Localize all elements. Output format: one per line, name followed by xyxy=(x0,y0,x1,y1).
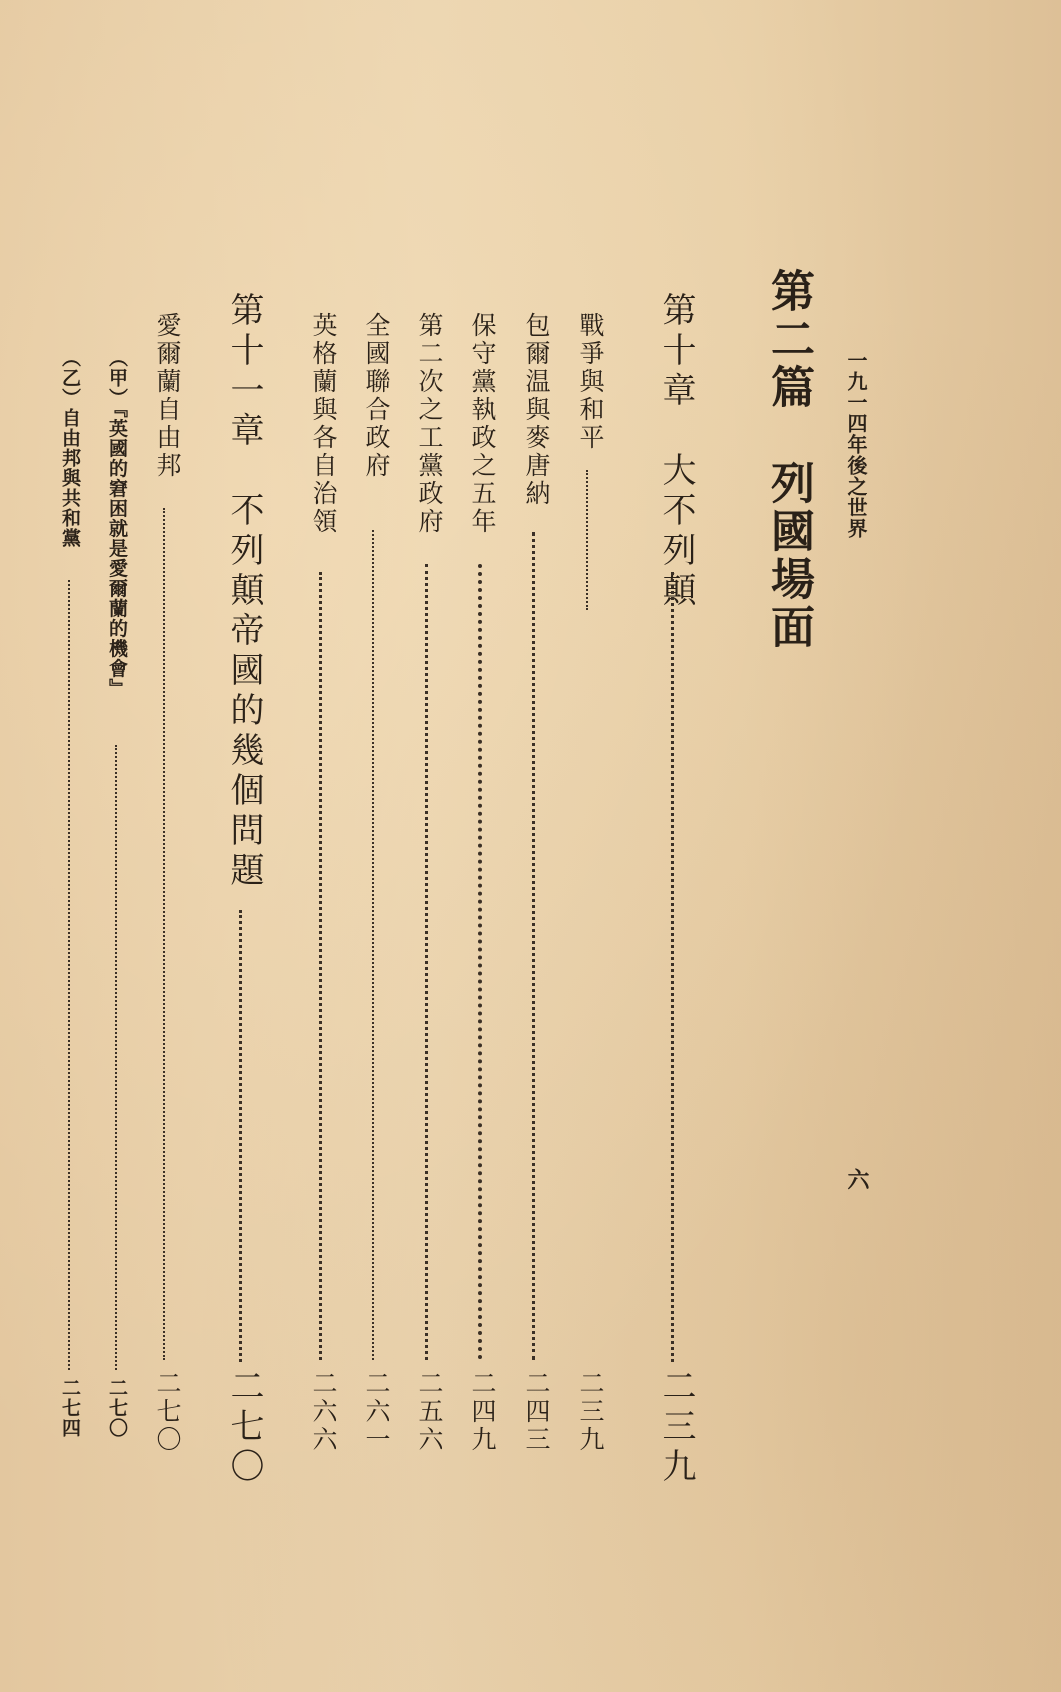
section-page: 二六六 xyxy=(309,1370,338,1454)
leader-dots xyxy=(425,564,428,1360)
subsection-title: （甲）『英國的窘困就是愛爾蘭的機會』 xyxy=(106,348,128,699)
leader-dots xyxy=(239,910,242,1362)
section-title: 保守黨執政之五年 xyxy=(468,312,497,536)
section-title: 愛爾蘭自由邦 xyxy=(153,312,182,480)
chapter-10-page: 二三九 xyxy=(656,1368,696,1488)
section-page: 二四三 xyxy=(522,1370,551,1454)
chapter-11-page: 二七〇 xyxy=(224,1368,264,1488)
leader-dots xyxy=(163,508,165,1360)
page-folio: 六 xyxy=(844,1168,870,1192)
subsection-page: 二七〇 xyxy=(106,1378,128,1438)
running-head: 一九一四年後之世界 xyxy=(844,350,868,539)
section-page: 二三九 xyxy=(576,1370,605,1454)
section-page: 二六一 xyxy=(362,1370,391,1454)
section-page: 二四九 xyxy=(468,1370,497,1454)
chapter-10-title: 第十章 大不列顛 xyxy=(656,292,696,612)
section-title: 戰爭與和平 xyxy=(576,312,605,452)
subsection-page: 二七四 xyxy=(59,1378,81,1438)
subsection-title: （乙）自由邦與共和黨 xyxy=(59,348,81,548)
section-title: 英格蘭與各自治領 xyxy=(309,312,338,536)
chapter-11-title: 第十一章 不列顛帝國的幾個問題 xyxy=(224,292,264,892)
leader-dots xyxy=(319,572,322,1360)
leader-dots xyxy=(586,470,588,610)
section-page: 二七〇 xyxy=(153,1370,182,1454)
leader-dots xyxy=(478,564,482,1360)
leader-dots xyxy=(68,580,70,1370)
section-title: 第二次之工黨政府 xyxy=(415,312,444,536)
leader-dots xyxy=(671,572,674,1362)
leader-dots xyxy=(115,745,117,1370)
part-title: 第二篇 列國場面 xyxy=(763,268,814,652)
leader-dots xyxy=(372,530,374,1360)
leader-dots xyxy=(532,532,535,1360)
section-title: 包爾温與麥唐納 xyxy=(522,312,551,508)
section-title: 全國聯合政府 xyxy=(362,312,391,480)
section-page: 二五六 xyxy=(415,1370,444,1454)
